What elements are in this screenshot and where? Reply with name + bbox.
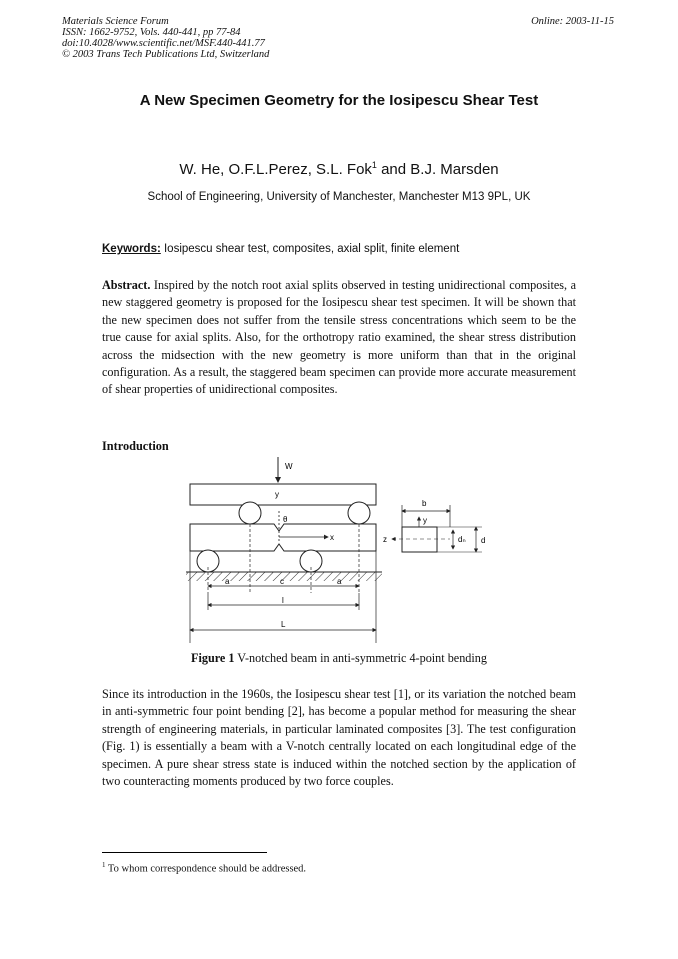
loading-block — [190, 484, 376, 505]
footnote-mark: 1 — [102, 861, 106, 869]
label-y-cross: y — [423, 516, 427, 525]
roller-top-right — [348, 502, 370, 524]
label-d: d — [481, 536, 486, 545]
ground-support — [186, 572, 382, 581]
roller-top-left — [239, 502, 261, 524]
label-y: y — [275, 490, 279, 499]
online-date: Online: 2003-11-15 — [531, 16, 614, 27]
author-list — [0, 160, 678, 178]
abstract-text: Inspired by the notch root axial splits observed in testing unidirectional composites, a new staggered geometry is proposed for the Iosipescu shear test specimen. It will be shown that the new specimen does not suffer from the tensile stress concentrations which seem to be the true cause for axial splits. Also, for the orthotropy ratio examined, the shear stress distribution across the midsection with the new geometry is more uniform than that in the original configuration. As a result, the staggered beam specimen can provide more accurate measurement of shear properties of unidirectional composites. — [102, 278, 576, 397]
label-x: x — [330, 533, 334, 542]
issn-line: ISSN: 1662-9752, Vols. 440-441, pp 77-84 — [62, 27, 241, 38]
paper-title: A New Specimen Geometry for the Iosipescu Shear Test — [139, 92, 539, 109]
label-W: W — [285, 462, 293, 471]
label-L: L — [281, 620, 286, 629]
label-l: l — [282, 596, 284, 605]
cross-section — [402, 527, 437, 552]
authors-last: and B.J. Marsden — [376, 161, 499, 178]
author-footnote-mark: 1 — [371, 160, 377, 170]
beam-diagram — [178, 455, 500, 645]
label-z: z — [383, 535, 387, 544]
label-b: b — [422, 499, 427, 508]
figure-1 — [178, 455, 500, 650]
label-c: c — [280, 577, 284, 586]
caption-label: Figure 1 — [191, 651, 235, 665]
introduction-paragraph: Since its introduction in the 1960s, the Iosipescu shear test [1], or its variation the notched beam in anti-symmetric four point bending [2], has become a popular method for measuring the shear strength of engineering materials, in particular laminated composites [3]. The test configuration (Fig. 1) is essentially a beam with a V-notch centrally located on each longitudinal edge of the specimen. A pure shear stress state is induced within the notched section by the application of two counteracting moments produced by two force couples. — [102, 687, 576, 789]
doi-line: doi:10.4028/www.scientific.net/MSF.440-441.77 — [62, 38, 265, 49]
section-heading-introduction: Introduction — [102, 439, 169, 453]
affiliation: School of Engineering, University of Manchester, Manchester M13 9PL, UK — [147, 191, 531, 203]
keywords — [102, 243, 459, 255]
journal-header — [62, 16, 269, 60]
abstract-label: Abstract. — [102, 278, 151, 292]
abstract — [102, 277, 576, 399]
figure-caption — [0, 651, 678, 666]
authors-first: W. He, O.F.L.Perez, S.L. Fok — [179, 161, 372, 178]
label-theta: θ — [283, 515, 288, 524]
footnote-divider — [102, 852, 267, 853]
label-dn: dₙ — [458, 535, 466, 544]
journal-name: Materials Science Forum — [62, 16, 169, 27]
label-a-left: a — [225, 577, 230, 586]
notched-specimen — [190, 524, 376, 551]
caption-text: V-notched beam in anti-symmetric 4-point bending — [234, 651, 487, 665]
label-a-right: a — [337, 577, 342, 586]
keywords-label: Keywords: — [102, 243, 161, 255]
keywords-text: Iosipescu shear test, composites, axial split, finite element — [160, 243, 460, 255]
footnote-text: To whom correspondence should be addressed. — [105, 863, 307, 875]
footnote — [102, 861, 306, 875]
copyright-line: © 2003 Trans Tech Publications Ltd, Switzerland — [62, 49, 270, 60]
